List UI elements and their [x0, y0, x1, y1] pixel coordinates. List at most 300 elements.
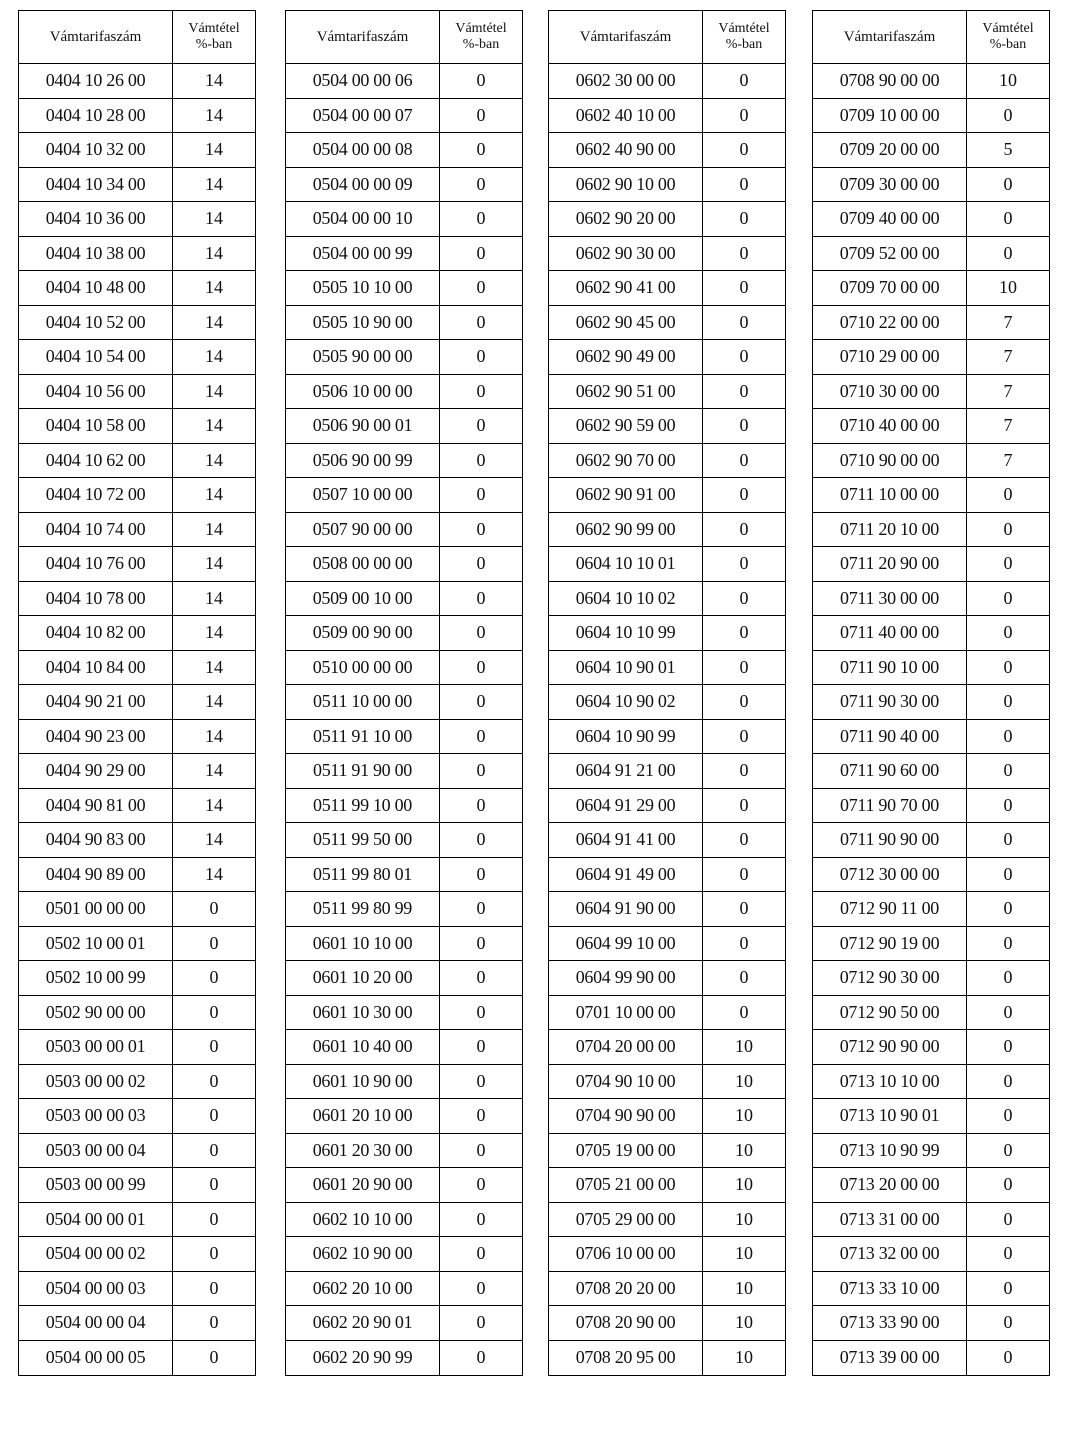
duty-rate-cell: 14 [205, 346, 223, 367]
duty-rate-cell: 0 [739, 70, 749, 91]
tariff-code-cell: 0604 10 10 99 [549, 616, 703, 650]
tariff-code-cell: 0602 10 90 00 [286, 1237, 440, 1271]
tariff-code-cell: 0504 00 00 99 [286, 237, 440, 271]
duty-rate-cell: 0 [476, 1070, 486, 1091]
table-row [813, 789, 1049, 824]
duty-rate-cell: 10 [999, 70, 1017, 91]
duty-rate-cell: 0 [476, 622, 486, 643]
duty-rate-cell: 0 [476, 380, 486, 401]
tariff-code-cell: 0712 90 19 00 [813, 927, 967, 961]
table-row [549, 789, 785, 824]
tariff-code-cell: 0711 40 00 00 [813, 616, 967, 650]
code-column-header: Vámtarifaszám [813, 11, 967, 63]
duty-rate-cell: 0 [209, 1312, 219, 1333]
table-row [286, 1099, 522, 1134]
tariff-code-cell: 0506 90 00 01 [286, 409, 440, 443]
duty-rate-cell: 14 [205, 139, 223, 160]
table-row [813, 237, 1049, 272]
table-row [549, 1134, 785, 1169]
duty-rate-cell: 14 [205, 794, 223, 815]
tariff-code-cell: 0710 30 00 00 [813, 375, 967, 409]
duty-rate-cell: 0 [739, 173, 749, 194]
table-row [549, 271, 785, 306]
table-row [813, 1099, 1049, 1134]
duty-rate-cell: 0 [209, 932, 219, 953]
table-row [19, 651, 255, 686]
duty-rate-cell: 0 [476, 104, 486, 125]
duty-rate-cell: 0 [1003, 553, 1013, 574]
duty-rate-cell: 0 [209, 898, 219, 919]
duty-rate-cell: 14 [205, 242, 223, 263]
duty-rate-cell: 14 [205, 863, 223, 884]
table-row [286, 1306, 522, 1341]
duty-rate-cell: 0 [739, 380, 749, 401]
tariff-code-cell: 0504 00 00 04 [19, 1306, 173, 1340]
duty-rate-cell: 0 [476, 415, 486, 436]
table-row [549, 927, 785, 962]
table-row [286, 1237, 522, 1272]
duty-rate-cell: 0 [739, 829, 749, 850]
tariff-code-cell: 0404 10 72 00 [19, 478, 173, 512]
tariff-code-cell: 0602 40 90 00 [549, 133, 703, 167]
tariff-code-cell: 0602 90 49 00 [549, 340, 703, 374]
tariff-code-cell: 0502 10 00 01 [19, 927, 173, 961]
table-row [19, 513, 255, 548]
table-row [813, 513, 1049, 548]
table-row [19, 478, 255, 513]
duty-rate-cell: 10 [735, 1312, 753, 1333]
table-row [19, 168, 255, 203]
duty-rate-cell: 14 [205, 311, 223, 332]
duty-rate-cell: 0 [476, 1208, 486, 1229]
tariff-code-cell: 0713 10 90 99 [813, 1134, 967, 1168]
duty-rate-cell: 0 [1003, 691, 1013, 712]
tariff-code-cell: 0709 10 00 00 [813, 99, 967, 133]
duty-rate-cell: 10 [735, 1347, 753, 1368]
tariff-code-cell: 0711 90 70 00 [813, 789, 967, 823]
duty-rate-cell: 0 [476, 932, 486, 953]
code-column-header: Vámtarifaszám [286, 11, 440, 63]
duty-rate-cell: 0 [739, 346, 749, 367]
table-row [286, 64, 522, 99]
table-row [549, 1168, 785, 1203]
table-row [286, 685, 522, 720]
duty-rate-cell: 0 [476, 898, 486, 919]
duty-rate-cell: 0 [476, 518, 486, 539]
tariff-code-cell: 0404 10 52 00 [19, 306, 173, 340]
table-row [19, 1030, 255, 1065]
table-row [813, 823, 1049, 858]
table-row [549, 582, 785, 617]
duty-rate-cell: 0 [476, 173, 486, 194]
tariff-code-cell: 0604 10 90 02 [549, 685, 703, 719]
table-row [19, 858, 255, 893]
table-row [19, 996, 255, 1031]
table-row [813, 616, 1049, 651]
duty-rate-cell: 0 [1003, 622, 1013, 643]
table-row [19, 582, 255, 617]
table-row [286, 409, 522, 444]
tariff-code-cell: 0602 10 10 00 [286, 1203, 440, 1237]
duty-rate-cell: 0 [476, 1174, 486, 1195]
tariff-code-cell: 0511 91 90 00 [286, 754, 440, 788]
table-row [549, 685, 785, 720]
tariff-code-cell: 0604 10 90 01 [549, 651, 703, 685]
tariff-code-cell: 0511 99 10 00 [286, 789, 440, 823]
tariff-code-cell: 0404 10 48 00 [19, 271, 173, 305]
tariff-code-cell: 0510 00 00 00 [286, 651, 440, 685]
tariff-code-cell: 0604 10 10 01 [549, 547, 703, 581]
duty-rate-cell: 10 [735, 1174, 753, 1195]
tariff-code-cell: 0502 90 00 00 [19, 996, 173, 1030]
duty-rate-cell: 10 [735, 1243, 753, 1264]
duty-rate-cell: 0 [1003, 208, 1013, 229]
tariff-code-cell: 0602 40 10 00 [549, 99, 703, 133]
table-row [549, 133, 785, 168]
tariff-code-cell: 0503 00 00 01 [19, 1030, 173, 1064]
tariff-code-cell: 0604 91 21 00 [549, 754, 703, 788]
tariff-code-cell: 0701 10 00 00 [549, 996, 703, 1030]
tariff-code-cell: 0712 90 90 00 [813, 1030, 967, 1064]
duty-rate-cell: 0 [739, 898, 749, 919]
duty-rate-cell: 0 [1003, 1312, 1013, 1333]
table-row [549, 720, 785, 755]
tariff-code-cell: 0505 10 10 00 [286, 271, 440, 305]
tariff-code-cell: 0404 10 28 00 [19, 99, 173, 133]
tariff-code-cell: 0504 00 00 09 [286, 168, 440, 202]
table-header [549, 11, 785, 64]
table-header [286, 11, 522, 64]
tariff-code-cell: 0602 90 45 00 [549, 306, 703, 340]
duty-rate-cell: 0 [476, 1277, 486, 1298]
tariff-code-cell: 0708 20 20 00 [549, 1272, 703, 1306]
table-row [19, 927, 255, 962]
table-row [19, 1306, 255, 1341]
tariff-code-cell: 0509 00 10 00 [286, 582, 440, 616]
tariff-code-cell: 0507 10 00 00 [286, 478, 440, 512]
tariff-code-cell: 0604 91 29 00 [549, 789, 703, 823]
tariff-code-cell: 0404 90 23 00 [19, 720, 173, 754]
duty-rate-cell: 0 [1003, 173, 1013, 194]
table-row [549, 892, 785, 927]
duty-rate-cell: 0 [209, 1001, 219, 1022]
duty-rate-cell: 10 [735, 1105, 753, 1126]
table-row [286, 202, 522, 237]
duty-rate-cell: 0 [209, 1139, 219, 1160]
table-row [286, 582, 522, 617]
table-row [813, 651, 1049, 686]
duty-rate-cell: 0 [1003, 656, 1013, 677]
tariff-code-cell: 0504 00 00 01 [19, 1203, 173, 1237]
tariff-code-cell: 0704 90 10 00 [549, 1065, 703, 1099]
duty-rate-cell: 14 [205, 415, 223, 436]
tariff-code-cell: 0404 10 38 00 [19, 237, 173, 271]
tariff-code-cell: 0602 90 99 00 [549, 513, 703, 547]
duty-rate-cell: 0 [476, 1347, 486, 1368]
duty-rate-cell: 0 [1003, 1208, 1013, 1229]
duty-rate-cell: 0 [739, 760, 749, 781]
table-row [286, 444, 522, 479]
duty-rate-cell: 0 [476, 656, 486, 677]
duty-rate-cell: 0 [739, 208, 749, 229]
duty-rate-cell: 7 [1003, 449, 1013, 470]
duty-rate-cell: 0 [1003, 863, 1013, 884]
duty-rate-cell: 7 [1003, 346, 1013, 367]
table-row [549, 1065, 785, 1100]
tariff-code-cell: 0602 20 90 01 [286, 1306, 440, 1340]
duty-rate-cell: 0 [476, 1243, 486, 1264]
duty-rate-cell: 14 [205, 208, 223, 229]
table-row [286, 513, 522, 548]
duty-rate-cell: 0 [739, 277, 749, 298]
table-row [286, 996, 522, 1031]
duty-rate-cell: 14 [205, 622, 223, 643]
tariff-code-cell: 0602 90 10 00 [549, 168, 703, 202]
duty-rate-cell: 0 [476, 725, 486, 746]
tariff-code-cell: 0511 10 00 00 [286, 685, 440, 719]
tariff-code-cell: 0604 10 10 02 [549, 582, 703, 616]
duty-rate-cell: 0 [739, 656, 749, 677]
table-row [813, 444, 1049, 479]
duty-rate-cell: 14 [205, 104, 223, 125]
table-row [19, 789, 255, 824]
tariff-code-cell: 0604 91 90 00 [549, 892, 703, 926]
table-row [813, 99, 1049, 134]
table-row [19, 892, 255, 927]
rate-column-header [703, 11, 785, 63]
duty-rate-cell: 0 [476, 553, 486, 574]
duty-rate-cell: 0 [209, 1208, 219, 1229]
tariff-code-cell: 0504 00 00 06 [286, 64, 440, 98]
table-row [549, 1237, 785, 1272]
table-row [19, 1272, 255, 1307]
duty-rate-cell: 14 [205, 656, 223, 677]
duty-rate-cell: 0 [739, 139, 749, 160]
table-row [549, 409, 785, 444]
tariff-code-cell: 0602 20 10 00 [286, 1272, 440, 1306]
tariff-code-cell: 0604 99 90 00 [549, 961, 703, 995]
tariff-code-cell: 0705 21 00 00 [549, 1168, 703, 1202]
duty-rate-cell: 0 [739, 415, 749, 436]
table-row [813, 582, 1049, 617]
table-row [549, 375, 785, 410]
tariff-code-cell: 0713 31 00 00 [813, 1203, 967, 1237]
tariff-table-1 [18, 10, 256, 1376]
tariff-code-cell: 0602 90 20 00 [549, 202, 703, 236]
tariff-code-cell: 0506 10 00 00 [286, 375, 440, 409]
tariff-code-cell: 0404 10 54 00 [19, 340, 173, 374]
tariff-code-cell: 0501 00 00 00 [19, 892, 173, 926]
table-row [286, 306, 522, 341]
tariff-code-cell: 0404 10 26 00 [19, 64, 173, 98]
table-row [286, 651, 522, 686]
table-row [19, 444, 255, 479]
tariff-code-cell: 0604 99 10 00 [549, 927, 703, 961]
tariff-code-cell: 0601 20 90 00 [286, 1168, 440, 1202]
duty-rate-cell: 0 [1003, 829, 1013, 850]
duty-rate-cell: 0 [739, 104, 749, 125]
duty-rate-cell: 14 [205, 518, 223, 539]
duty-rate-cell: 0 [476, 277, 486, 298]
tariff-code-cell: 0404 10 62 00 [19, 444, 173, 478]
tariff-code-cell: 0602 30 00 00 [549, 64, 703, 98]
table-row [286, 961, 522, 996]
duty-rate-cell: 0 [739, 1001, 749, 1022]
duty-rate-cell: 0 [476, 691, 486, 712]
duty-rate-cell: 0 [739, 449, 749, 470]
table-header [19, 11, 255, 64]
duty-rate-cell: 0 [476, 1105, 486, 1126]
table-row [813, 168, 1049, 203]
tariff-code-cell: 0504 00 00 10 [286, 202, 440, 236]
duty-rate-cell: 0 [209, 1277, 219, 1298]
duty-rate-cell: 7 [1003, 311, 1013, 332]
duty-rate-cell: 0 [1003, 1036, 1013, 1057]
duty-rate-cell: 0 [476, 139, 486, 160]
table-row [813, 202, 1049, 237]
duty-rate-cell: 0 [1003, 1243, 1013, 1264]
duty-rate-cell: 14 [205, 587, 223, 608]
table-row [286, 1272, 522, 1307]
duty-rate-cell: 0 [1003, 484, 1013, 505]
table-row [19, 1099, 255, 1134]
duty-rate-cell: 0 [209, 1070, 219, 1091]
duty-rate-cell: 14 [205, 484, 223, 505]
tariff-code-cell: 0711 20 10 00 [813, 513, 967, 547]
tariff-code-cell: 0708 90 00 00 [813, 64, 967, 98]
table-row [549, 547, 785, 582]
tariff-code-cell: 0709 40 00 00 [813, 202, 967, 236]
duty-rate-cell: 10 [735, 1208, 753, 1229]
table-row [813, 340, 1049, 375]
tariff-code-cell: 0705 19 00 00 [549, 1134, 703, 1168]
table-row [286, 754, 522, 789]
table-row [549, 1099, 785, 1134]
duty-rate-cell: 0 [1003, 1070, 1013, 1091]
tariff-code-cell: 0601 20 30 00 [286, 1134, 440, 1168]
table-row [286, 375, 522, 410]
table-row [813, 409, 1049, 444]
table-row [19, 685, 255, 720]
table-row [813, 720, 1049, 755]
duty-rate-cell: 0 [476, 484, 486, 505]
tariff-code-cell: 0404 10 36 00 [19, 202, 173, 236]
table-header [813, 11, 1049, 64]
duty-rate-cell: 0 [1003, 967, 1013, 988]
table-row [549, 168, 785, 203]
tariff-code-cell: 0404 90 21 00 [19, 685, 173, 719]
code-column-header: Vámtarifaszám [549, 11, 703, 63]
duty-rate-cell: 0 [476, 587, 486, 608]
duty-rate-cell: 0 [476, 794, 486, 815]
tariff-code-cell: 0601 10 10 00 [286, 927, 440, 961]
table-row [813, 927, 1049, 962]
duty-rate-cell: 0 [476, 1036, 486, 1057]
table-row [549, 237, 785, 272]
tariff-code-cell: 0708 20 95 00 [549, 1341, 703, 1376]
table-row [286, 340, 522, 375]
duty-rate-cell: 0 [739, 311, 749, 332]
table-row [286, 99, 522, 134]
tariff-code-cell: 0601 10 90 00 [286, 1065, 440, 1099]
tariff-code-cell: 0511 99 50 00 [286, 823, 440, 857]
rate-column-header [967, 11, 1049, 63]
duty-rate-cell: 10 [999, 277, 1017, 298]
tariff-code-cell: 0713 32 00 00 [813, 1237, 967, 1271]
tariff-code-cell: 0604 10 90 99 [549, 720, 703, 754]
duty-rate-cell: 0 [476, 346, 486, 367]
duty-rate-cell: 10 [735, 1036, 753, 1057]
tariff-code-cell: 0602 90 41 00 [549, 271, 703, 305]
duty-rate-cell: 0 [209, 1036, 219, 1057]
table-row [813, 1306, 1049, 1341]
table-row [813, 1237, 1049, 1272]
duty-rate-cell: 14 [205, 829, 223, 850]
duty-rate-cell: 0 [209, 1243, 219, 1264]
duty-rate-cell: 0 [1003, 1139, 1013, 1160]
table-row [813, 685, 1049, 720]
duty-rate-cell: 0 [1003, 1105, 1013, 1126]
table-row [19, 133, 255, 168]
tariff-code-cell: 0708 20 90 00 [549, 1306, 703, 1340]
duty-rate-cell: 0 [1003, 242, 1013, 263]
tariff-code-cell: 0602 90 59 00 [549, 409, 703, 443]
table-row [19, 409, 255, 444]
tariff-code-cell: 0604 91 41 00 [549, 823, 703, 857]
duty-rate-cell: 0 [739, 484, 749, 505]
duty-rate-cell: 0 [739, 725, 749, 746]
tariff-code-cell: 0404 10 78 00 [19, 582, 173, 616]
tariff-code-cell: 0505 90 00 00 [286, 340, 440, 374]
duty-rate-cell: 14 [205, 70, 223, 91]
table-row [19, 1168, 255, 1203]
duty-rate-cell: 7 [1003, 380, 1013, 401]
table-row [549, 1272, 785, 1307]
tariff-code-cell: 0404 90 29 00 [19, 754, 173, 788]
duty-rate-cell: 0 [1003, 587, 1013, 608]
table-row [286, 1203, 522, 1238]
duty-rate-cell: 14 [205, 725, 223, 746]
duty-rate-cell: 0 [209, 1105, 219, 1126]
tariff-code-cell: 0712 90 50 00 [813, 996, 967, 1030]
duty-rate-cell: 0 [476, 1312, 486, 1333]
duty-rate-cell: 0 [739, 863, 749, 884]
duty-rate-cell: 0 [476, 1139, 486, 1160]
duty-rate-cell: 0 [209, 967, 219, 988]
duty-rate-cell: 0 [1003, 1277, 1013, 1298]
duty-rate-cell: 0 [476, 70, 486, 91]
tariff-code-cell: 0504 00 00 03 [19, 1272, 173, 1306]
table-row [549, 754, 785, 789]
duty-rate-cell: 0 [1003, 1347, 1013, 1368]
tariff-code-cell: 0503 00 00 99 [19, 1168, 173, 1202]
tariff-code-cell: 0711 90 40 00 [813, 720, 967, 754]
tariff-code-cell: 0504 00 00 02 [19, 1237, 173, 1271]
table-row [549, 306, 785, 341]
table-row [19, 720, 255, 755]
table-row [549, 961, 785, 996]
duty-rate-cell: 0 [1003, 1174, 1013, 1195]
table-row [286, 1134, 522, 1169]
duty-rate-cell: 10 [735, 1070, 753, 1091]
tariff-code-cell: 0404 10 32 00 [19, 133, 173, 167]
tariff-code-cell: 0711 20 90 00 [813, 547, 967, 581]
duty-rate-cell: 0 [1003, 104, 1013, 125]
tariff-code-cell: 0711 10 00 00 [813, 478, 967, 512]
table-row [19, 340, 255, 375]
duty-rate-cell: 0 [739, 518, 749, 539]
duty-rate-cell: 14 [205, 380, 223, 401]
